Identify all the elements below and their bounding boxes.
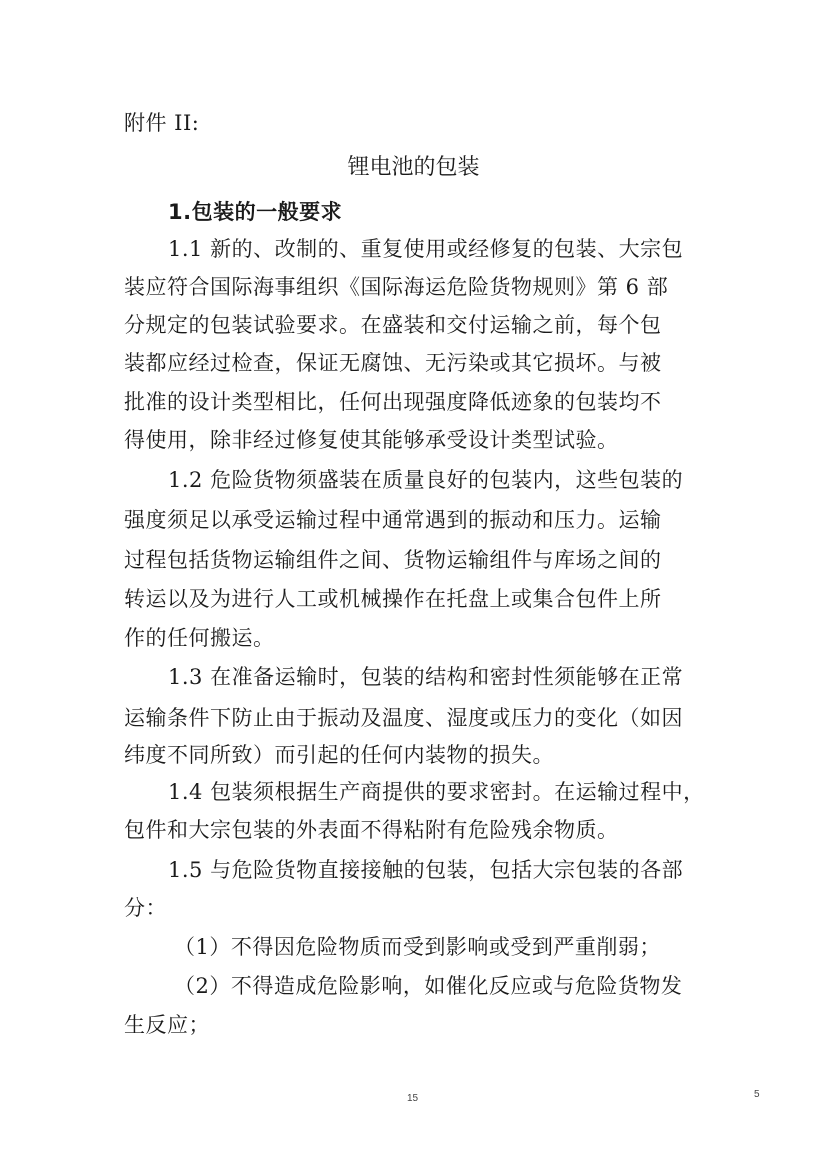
paragraph-line: 批准的设计类型相比，任何出现强度降低迹象的包装均不 <box>124 390 662 414</box>
paragraph-line: 分规定的包装试验要求。在盛装和交付运输之前，每个包 <box>124 313 662 337</box>
paragraph-line: 转运以及为进行人工或机械操作在托盘上或集合包件上所 <box>124 587 662 611</box>
paragraph-line: 作的任何搬运。 <box>124 626 275 650</box>
paragraph-line: 1.5 与危险货物直接接触的包装，包括大宗包装的各部 <box>168 858 684 882</box>
paragraph-line: 装都应经过检查，保证无腐蚀、无污染或其它损坏。与被 <box>124 351 662 375</box>
paragraph-line: 1.3 在准备运输时，包装的结构和密封性须能够在正常 <box>168 665 684 689</box>
paragraph-line: 强度须足以承受运输过程中通常遇到的振动和压力。运输 <box>124 508 662 532</box>
list-item-line: （1）不得因危险物质而受到影响或受到严重削弱； <box>174 935 661 959</box>
list-item-line: （2）不得造成危险影响，如催化反应或与危险货物发 <box>174 974 683 998</box>
paragraph-line: 纬度不同所致）而引起的任何内装物的损失。 <box>124 743 554 767</box>
annex-label: 附件 II: <box>124 111 200 135</box>
list-item-line: 生反应； <box>124 1013 210 1037</box>
paragraph-line: 包件和大宗包装的外表面不得粘附有危险残余物质。 <box>124 818 619 842</box>
paragraph-line: 运输条件下防止由于振动及温度、湿度或压力的变化（如因 <box>124 706 683 730</box>
page-number-center: 15 <box>407 1093 419 1104</box>
paragraph-line: 得使用，除非经过修复使其能够承受设计类型试验。 <box>124 428 619 452</box>
paragraph-line: 分： <box>124 896 167 920</box>
document-title: 锂电池的包装 <box>347 155 480 180</box>
section-heading: 1.包装的一般要求 <box>168 200 343 224</box>
paragraph-line: 1.2 危险货物须盛装在质量良好的包装内，这些包装的 <box>168 468 684 492</box>
paragraph-line: 过程包括货物运输组件之间、货物运输组件与库场之间的 <box>124 548 662 572</box>
paragraph-line: 1.4 包装须根据生产商提供的要求密封。在运输过程中， <box>168 780 705 804</box>
page-number-right: 5 <box>754 1089 760 1100</box>
paragraph-line: 1.1 新的、改制的、重复使用或经修复的包装、大宗包 <box>168 237 684 261</box>
paragraph-line: 装应符合国际海事组织《国际海运危险货物规则》第 6 部 <box>124 275 669 299</box>
